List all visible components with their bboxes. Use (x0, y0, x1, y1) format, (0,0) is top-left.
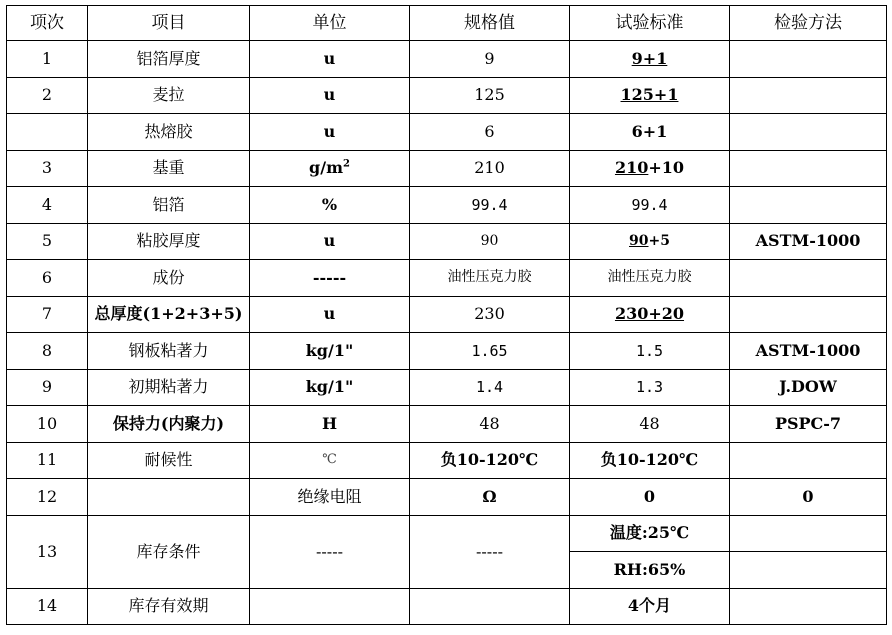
cell-no: 12 (7, 479, 88, 516)
table-row (7, 515, 887, 552)
cell-standard (570, 150, 730, 187)
cell-item: 基重 (88, 150, 250, 187)
table-row (7, 150, 887, 187)
cell-spec: 负10-120℃ (410, 442, 570, 479)
cell-method (730, 260, 887, 297)
cell-no: 14 (7, 588, 88, 625)
cell-spec (410, 588, 570, 625)
unit-base: g/m (309, 158, 343, 178)
cell-unit: u (250, 296, 410, 333)
cell-no: 8 (7, 333, 88, 370)
cell-standard (570, 296, 730, 333)
cell-item: 麦拉 (88, 77, 250, 114)
table-row (7, 369, 887, 406)
cell-method: 0 (730, 479, 887, 516)
cell-standard: 4个月 (570, 588, 730, 625)
header-item: 项目 (88, 6, 250, 41)
header-method: 检验方法 (730, 6, 887, 41)
cell-spec: 48 (410, 406, 570, 443)
cell-spec: 油性压克力胶 (410, 260, 570, 297)
cell-no (7, 114, 88, 151)
cell-standard: 1.5 (570, 333, 730, 370)
standard-value: 9+1 (631, 48, 668, 68)
cell-no: 2 (7, 77, 88, 114)
unit-superscript: 2 (343, 159, 350, 171)
cell-standard: 99.4 (570, 187, 730, 224)
cell-method: PSPC-7 (730, 406, 887, 443)
table-row (7, 333, 887, 370)
cell-spec: 210 (410, 150, 570, 187)
cell-standard: 油性压克力胶 (570, 260, 730, 297)
header-standard: 试验标准 (570, 6, 730, 41)
cell-standard: 负10-120℃ (570, 442, 730, 479)
cell-no: 5 (7, 223, 88, 260)
cell-unit (250, 588, 410, 625)
cell-unit: ℃ (250, 442, 410, 479)
cell-spec: 99.4 (410, 187, 570, 224)
standard-value-underlined: 210 (614, 158, 649, 178)
cell-method: ASTM-1000 (730, 333, 887, 370)
table-row (7, 41, 887, 78)
standard-value-underlined: 90 (629, 232, 649, 249)
cell-standard: 0 (570, 479, 730, 516)
cell-unit: ----- (250, 515, 410, 588)
cell-unit: H (250, 406, 410, 443)
cell-spec: 1.65 (410, 333, 570, 370)
table-row (7, 296, 887, 333)
cell-method: ASTM-1000 (730, 223, 887, 260)
cell-unit: u (250, 114, 410, 151)
cell-item (88, 479, 250, 516)
cell-unit: u (250, 41, 410, 78)
standard-value: 125+1 (620, 85, 679, 105)
table-row (7, 223, 887, 260)
cell-item: 耐候性 (88, 442, 250, 479)
cell-unit: u (250, 223, 410, 260)
cell-method (730, 114, 887, 151)
cell-method-empty (730, 552, 887, 589)
table-row (7, 260, 887, 297)
cell-standard: 6+1 (570, 114, 730, 151)
cell-method (730, 588, 887, 625)
cell-standard (570, 41, 730, 78)
cell-method (730, 41, 887, 78)
cell-standard (570, 223, 730, 260)
cell-no: 6 (7, 260, 88, 297)
table-row (7, 406, 887, 443)
cell-method (730, 187, 887, 224)
table-row (7, 77, 887, 114)
cell-unit: kg/1" (250, 333, 410, 370)
table-row (7, 114, 887, 151)
cell-no: 9 (7, 369, 88, 406)
cell-item: 初期粘著力 (88, 369, 250, 406)
cell-unit: kg/1" (250, 369, 410, 406)
cell-spec: ----- (410, 515, 570, 588)
header-no: 项次 (7, 6, 88, 41)
cell-unit: % (250, 187, 410, 224)
cell-standard: 1.3 (570, 369, 730, 406)
cell-standard: 48 (570, 406, 730, 443)
cell-no: 11 (7, 442, 88, 479)
table-row (7, 442, 887, 479)
cell-no: 10 (7, 406, 88, 443)
cell-no: 3 (7, 150, 88, 187)
cell-standard (570, 77, 730, 114)
standard-tolerance: +5 (648, 232, 670, 249)
cell-item: 钢板粘著力 (88, 333, 250, 370)
cell-unit: ----- (250, 260, 410, 297)
cell-item: 库存有效期 (88, 588, 250, 625)
cell-no: 7 (7, 296, 88, 333)
cell-standard-temperature: 温度:25℃ (570, 515, 730, 552)
spec-table (6, 5, 887, 625)
cell-spec: 9 (410, 41, 570, 78)
cell-spec: Ω (410, 479, 570, 516)
cell-item: 热熔胶 (88, 114, 250, 151)
standard-tolerance: +10 (648, 158, 685, 178)
header-unit: 单位 (250, 6, 410, 41)
table-row (7, 479, 887, 516)
cell-method: J.DOW (730, 369, 887, 406)
cell-method (730, 296, 887, 333)
cell-method (730, 150, 887, 187)
cell-item: 保持力(内聚力) (88, 406, 250, 443)
cell-item: 铝箔 (88, 187, 250, 224)
cell-unit: 绝缘电阻 (250, 479, 410, 516)
cell-method (730, 442, 887, 479)
header-spec: 规格值 (410, 6, 570, 41)
cell-item: 铝箔厚度 (88, 41, 250, 78)
cell-item: 粘胶厚度 (88, 223, 250, 260)
table-row (7, 588, 887, 625)
standard-value: 230+20 (614, 304, 685, 324)
cell-method (730, 77, 887, 114)
cell-method (730, 515, 887, 552)
cell-item: 成份 (88, 260, 250, 297)
table-header-row (7, 6, 887, 41)
cell-item: 库存条件 (88, 515, 250, 588)
cell-no: 4 (7, 187, 88, 224)
cell-spec: 6 (410, 114, 570, 151)
cell-spec: 125 (410, 77, 570, 114)
cell-item: 总厚度(1+2+3+5) (88, 296, 250, 333)
cell-spec: 1.4 (410, 369, 570, 406)
cell-no: 13 (7, 515, 88, 588)
cell-unit (250, 150, 410, 187)
cell-spec: 230 (410, 296, 570, 333)
cell-spec: 90 (410, 223, 570, 260)
cell-standard-humidity: RH:65% (570, 552, 730, 589)
cell-no: 1 (7, 41, 88, 78)
cell-unit: u (250, 77, 410, 114)
table-row (7, 187, 887, 224)
